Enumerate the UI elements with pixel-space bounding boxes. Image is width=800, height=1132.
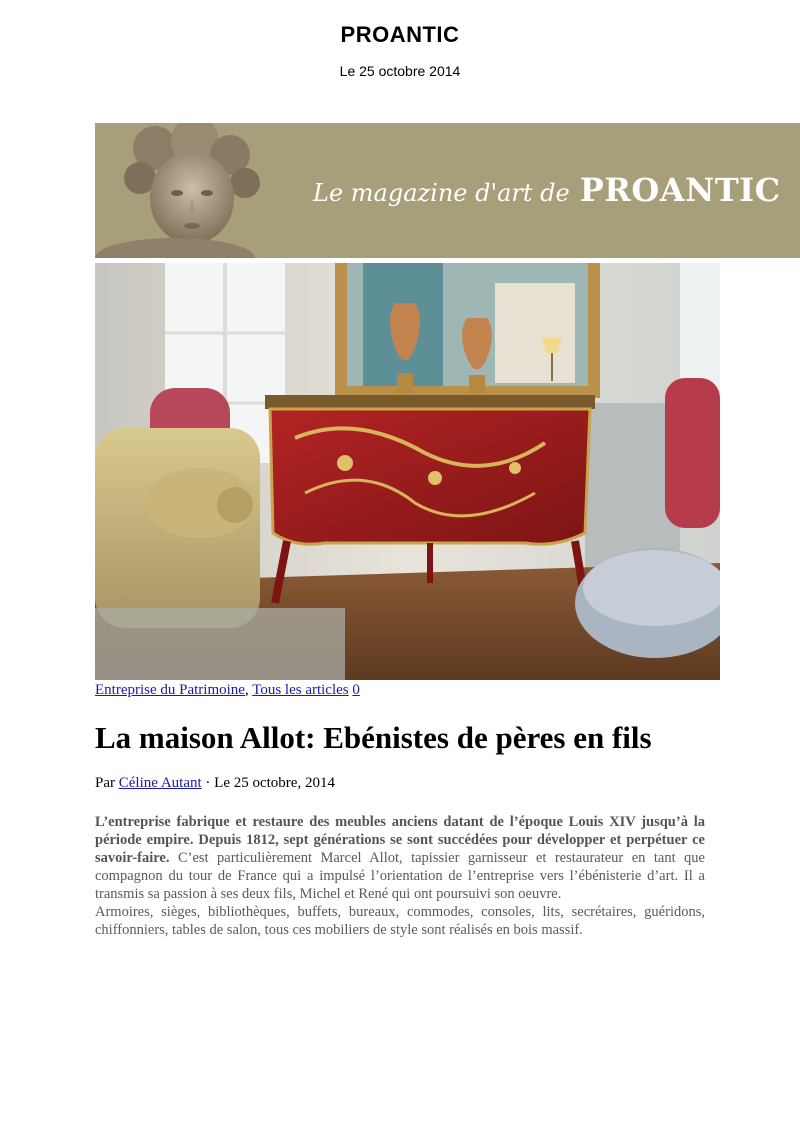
cherub-sculpture-image	[95, 123, 295, 258]
site-title: PROANTIC	[340, 22, 460, 47]
article-text: C’est particulièrement Marcel Allot, tapissier garnisseur et restaurateur en tant que compagnon du tour de France qui a impulsé l’orientation de l’entreprise vers l’ébénisterie d’art. Il a transmis sa passion à ses deux fils, Michel et René qui ont poursuivi son oeuvre.	[95, 850, 705, 902]
banner-text	[313, 171, 781, 209]
article-categories	[95, 682, 360, 699]
article-body	[95, 813, 705, 939]
article-paragraph-2: Armoires, sièges, bibliothèques, buffets, bureaux, commodes, consoles, lits, secrétaires, guéridons, chiffonniers, tables de salon, tous ces mobiliers de style sont réalisés en bois massif.	[95, 904, 705, 938]
category-link-patrimoine[interactable]: Entreprise du Patrimoine	[95, 682, 245, 698]
author-link[interactable]: Céline Autant	[118, 775, 202, 791]
article-paragraph	[95, 813, 705, 903]
category-link-all-articles[interactable]: Tous les articles	[252, 682, 349, 698]
article-lead: L’entreprise fabrique et restaure des meubles anciens datant de l’époque Louis XIV jusqu’à la période empire. Depuis 1812, sept générations se sont succédées pour développer et perpétuer ce savoir-faire.	[95, 814, 705, 866]
article-byline	[95, 775, 335, 792]
banner-brand: PROANTIC	[579, 171, 781, 209]
article-hero-image	[95, 263, 720, 680]
byline-prefix: Par	[95, 775, 119, 791]
magazine-banner	[95, 123, 800, 258]
article-title: La maison Allot: Ebénistes de pères en fils	[95, 720, 652, 755]
comments-count-link[interactable]: 0	[352, 682, 360, 698]
banner-tagline: Le magazine d'art de	[313, 179, 570, 207]
publication-date: Le 25 octobre 2014	[339, 63, 461, 79]
category-separator: ,	[244, 682, 253, 698]
byline-date: · Le 25 octobre, 2014	[201, 775, 335, 791]
furniture-photo	[95, 263, 720, 680]
